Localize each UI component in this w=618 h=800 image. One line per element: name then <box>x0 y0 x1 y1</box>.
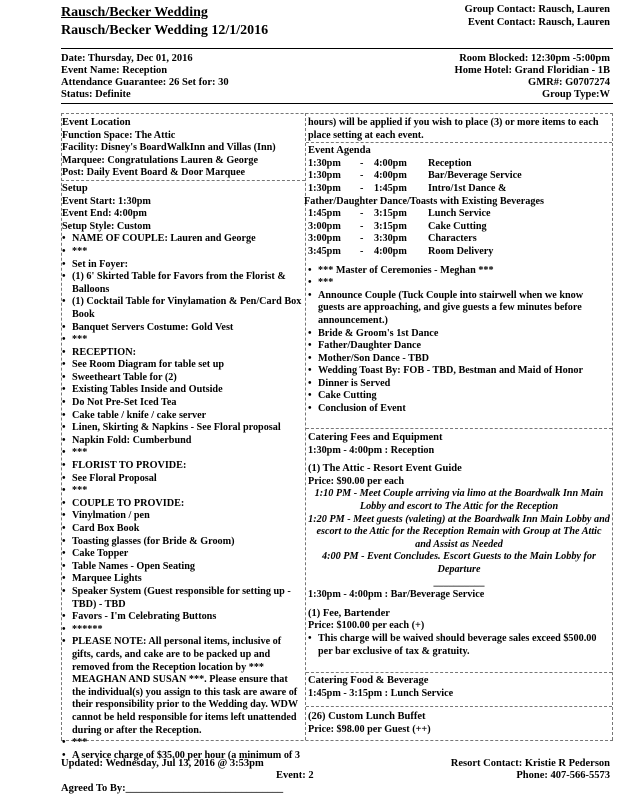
setup-bullet: • ****** <box>62 624 302 637</box>
agenda-bullet: • Father/Daughter Dance <box>308 340 610 353</box>
fees-rule <box>306 428 612 429</box>
setup-bullet: • Cake table / knife / cake server <box>62 410 302 423</box>
food-section <box>308 675 610 700</box>
bartender-note: • This charge will be waived should beverage sales exceed $500.00 per bar exclusive of tax & gratuity. <box>308 633 610 658</box>
location-line: Marquee: Congratulations Lauren & George <box>62 154 258 166</box>
info-attendance: Attendance Guarantee: 26 Set for: 30 <box>61 77 229 88</box>
setup-bullet: • Sweetheart Table for (2) <box>62 372 302 385</box>
agenda-bullet: • Cake Cutting <box>308 390 610 403</box>
agenda-row: 1:30pm - 1:45pm Intro/1st Dance & <box>308 182 507 194</box>
location-line: Facility: Disney's BoardWalkInn and Villas (Inn) <box>62 142 276 154</box>
setup-bullet: • A service charge of $35.00 per hour (a minimum of 3 <box>62 750 302 763</box>
location-line: Post: Daily Event Board & Door Marquee <box>62 167 245 179</box>
setup-bullet: • Existing Tables Inside and Outside <box>62 384 302 397</box>
event-contact: Event Contact: Rausch, Lauren <box>467 17 610 28</box>
setup-bullet: • *** <box>62 737 302 750</box>
setup-bullet: • Cake Topper <box>62 548 302 561</box>
agenda-row: 1:30pm - 4:00pm Reception <box>308 157 472 169</box>
guide-note: 1:20 PM - Meet guests (valeting) at the Boardwalk Inn Main Lobby and escort to the Attic for the Reception Remain with Group at The Attic and Assist as Needed <box>308 513 610 550</box>
group-contact: Group Contact: Rausch, Lauren <box>464 4 610 15</box>
info-event-name: Event Name: Reception <box>61 65 168 76</box>
agenda-bullet: • Wedding Toast By: FOB - TBD, Bestman and Maid of Honor <box>308 365 610 378</box>
setup-bullet: • Napkin Fold: Cumberbund <box>62 435 302 448</box>
info-left <box>61 53 229 101</box>
info-right <box>455 53 610 101</box>
setup-bullet: • Do Not Pre-Set Iced Tea <box>62 397 302 410</box>
guide-note: 4:00 PM - Event Concludes. Escort Guests to the Main Lobby for Departure <box>322 551 596 575</box>
guide-title: (1) The Attic - Resort Event Guide <box>308 463 462 475</box>
info-gmr: GMR#: G0707274 <box>528 77 610 88</box>
agenda-row: 3:45pm - 4:00pm Room Delivery <box>308 245 494 257</box>
right-column <box>304 117 610 416</box>
agreed-line: Agreed To By:______________________________ <box>61 783 284 794</box>
event-number: Event: 2 <box>276 770 314 781</box>
info-group-type: Group Type:W <box>542 89 610 100</box>
right-border <box>612 113 613 740</box>
info-date: Date: Thursday, Dec 01, 2016 <box>61 53 193 64</box>
setup-heading: Setup <box>62 182 88 194</box>
agenda-bullet: • Dinner is Served <box>308 378 610 391</box>
fees-heading: Catering Fees and Equipment <box>308 432 443 443</box>
event-subtitle: Rausch/Becker Wedding 12/1/2016 <box>61 23 269 38</box>
bar-time: 1:30pm - 4:00pm : Bar/Beverage Service <box>308 589 485 601</box>
setup-bullet: • Favors - I'm Celebrating Buttons <box>62 611 302 624</box>
agenda-bullet: • *** Master of Ceremonies - Meghan *** <box>308 265 610 278</box>
agenda-row: 3:00pm - 3:30pm Characters <box>308 233 477 245</box>
food-heading: Catering Food & Beverage <box>308 675 429 686</box>
guide-note: 1:10 PM - Meet Couple arriving via limo at the Boardwalk Inn Main Lobby and escort to The Attic for the Reception <box>314 488 604 512</box>
food-time: 1:45pm - 3:15pm : Lunch Service <box>308 687 454 699</box>
setup-line: Event End: 4:00pm <box>62 208 147 220</box>
setup-bullet: • Vinylmation / pen <box>62 510 302 523</box>
setup-line: Event Start: 1:30pm <box>62 195 151 207</box>
setup-bullet: • Linen, Skirting & Napkins - See Floral proposal <box>62 422 302 435</box>
setup-bullet: • Card Box Book <box>62 523 302 536</box>
setup-bullet: • See Floral Proposal <box>62 473 302 486</box>
setup-bullet: • COUPLE TO PROVIDE: <box>62 498 302 511</box>
fees-time: 1:30pm - 4:00pm : Reception <box>308 444 435 456</box>
bartender-title: (1) Fee, Bartender <box>308 607 390 619</box>
setup-bullet: • (1) Cocktail Table for Vinylamation & Pen/Card Box Book <box>62 296 302 321</box>
agenda-heading: Event Agenda <box>308 145 371 157</box>
agenda-row: 1:45pm - 3:15pm Lunch Service <box>308 208 491 220</box>
location-heading: Event Location <box>62 117 131 128</box>
item-rule <box>306 706 612 707</box>
resort-phone: Phone: 407-566-5573 <box>516 770 610 781</box>
food-item <box>308 711 610 736</box>
header-rule <box>61 48 613 49</box>
setup-line: Setup Style: Custom <box>62 220 151 232</box>
food-item-title: (26) Custom Lunch Buffet <box>308 711 426 722</box>
setup-bullet: • PLEASE NOTE: All personal items, inclusive of gifts, cards, and cake are to be packed up and removed from the Reception location by *** MEAGHAN AND SUSAN ***. Please ensure that the individual(s) you assign to this task are aware of their responsibility prior to the Wedding day. WDW cannot be held responsible for items left unattended during or after the Reception. <box>62 636 302 737</box>
resort-contact: Resort Contact: Kristie R Pederson <box>450 758 610 769</box>
setup-bullet: • *** <box>62 447 302 460</box>
setup-bullet: • *** <box>62 246 302 259</box>
agenda-row: 3:00pm - 3:15pm Cake Cutting <box>308 220 487 232</box>
fees-section <box>308 432 610 658</box>
agenda-wrap-line: Father/Daughter Dance/Toasts with Existing Beverages <box>304 195 544 207</box>
info-status: Status: Definite <box>61 89 131 100</box>
agenda-bullet: • Bride & Groom's 1st Dance <box>308 328 610 341</box>
bartender-price: Price: $100.00 per each (+) <box>308 620 425 632</box>
location-line: Function Space: The Attic <box>62 129 176 141</box>
food-rule <box>306 672 612 673</box>
fees-divider: __________ <box>433 576 485 588</box>
guide-price: Price: $90.00 per each <box>308 475 404 487</box>
event-title: Rausch/Becker Wedding <box>61 5 208 20</box>
setup-bullet: • Banquet Servers Costume: Gold Vest <box>62 322 302 335</box>
setup-bullet: • RECEPTION: <box>62 347 302 360</box>
setup-bullet: • Toasting glasses (for Bride & Groom) <box>62 536 302 549</box>
setup-bullet: • Marquee Lights <box>62 573 302 586</box>
info-room-blocked: Room Blocked: 12:30pm -5:00pm <box>459 53 610 64</box>
setup-bullet: • Speaker System (Guest responsible for setting up - TBD) - TBD <box>62 586 302 611</box>
setup-bullet: • See Room Diagram for table set up <box>62 359 302 372</box>
left-column <box>62 117 302 762</box>
setup-bullet: • Table Names - Open Seating <box>62 561 302 574</box>
info-home-hotel: Home Hotel: Grand Floridian - 1B <box>454 65 610 76</box>
agenda-bullet: • Conclusion of Event <box>308 403 610 416</box>
setup-bullet: • *** <box>62 485 302 498</box>
continuation-text: hours) will be applied if you wish to place (3) or more items to each place setting at each event. <box>308 117 599 141</box>
setup-bullet: • NAME OF COUPLE: Lauren and George <box>62 233 302 246</box>
setup-bullet: • (1) 6' Skirted Table for Favors from the Florist & Balloons <box>62 271 302 296</box>
info-rule <box>61 103 613 104</box>
agenda-bullet: • Mother/Son Dance - TBD <box>308 353 610 366</box>
food-item-price: Price: $98.00 per Guest (++) <box>308 723 431 735</box>
updated-text: Updated: Wednesday, Jul 13, 2016 @ 3:53pm <box>61 758 264 769</box>
setup-bullet: • FLORIST TO PROVIDE: <box>62 460 302 473</box>
agenda-row: 1:30pm - 4:00pm Bar/Beverage Service <box>308 170 522 182</box>
agenda-bullet: • Announce Couple (Tuck Couple into stairwell when we know guests are approaching, and give guests a few minutes before announcement.) <box>308 290 610 328</box>
setup-bullet: • Set in Foyer: <box>62 259 302 272</box>
agenda-bullet: • *** <box>308 277 610 290</box>
setup-bullet: • *** <box>62 334 302 347</box>
content-top-rule <box>61 113 613 114</box>
